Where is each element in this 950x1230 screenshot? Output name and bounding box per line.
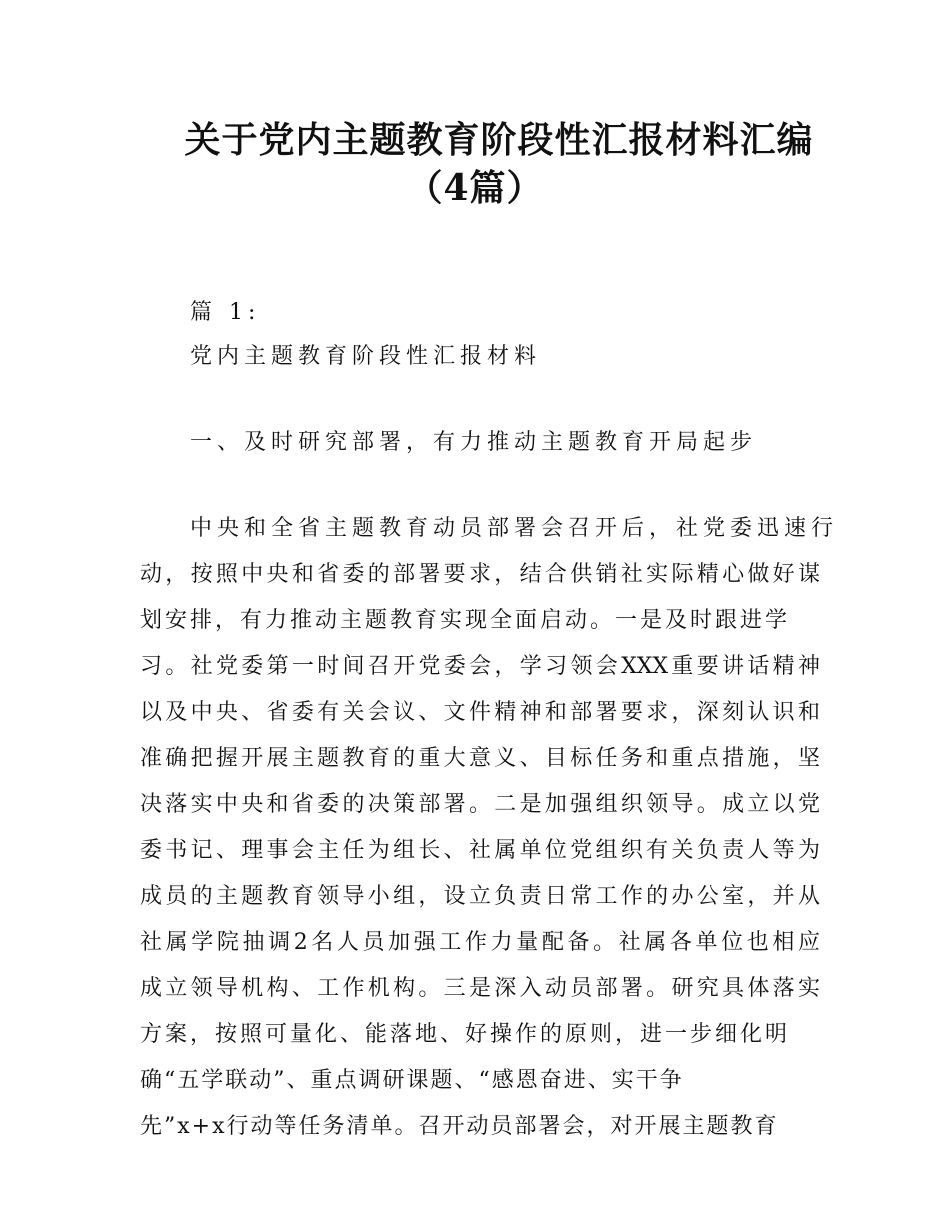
chapter-title: 党内主题教育阶段性汇报材料 [190, 344, 542, 369]
body-line: 以及中央、省委有关会议、文件精神和部署要求，深刻认识和 [140, 700, 820, 725]
chapter-label: 篇 1: [190, 300, 261, 325]
body-line: 先”x+x行动等任务清单。召开动员部署会，对开展主题教育 [140, 1114, 779, 1139]
body-line: 确“五学联动”、重点调研课题、“感恩奋进、实干争 [140, 1068, 684, 1093]
body-line: 方案，按照可量化、能落地、好操作的原则，进一步细化明 [140, 1022, 791, 1047]
body-line: 决落实中央和省委的决策部署。二是加强组织领导。成立以党 [140, 792, 820, 817]
body-line: 划安排，有力推动主题教育实现全面启动。一是及时跟进学 [140, 608, 791, 633]
body-line: 准确把握开展主题教育的重大意义、目标任务和重点措施，坚 [140, 746, 820, 771]
body-line: 动，按照中央和省委的部署要求，结合供销社实际精心做好谋 [140, 562, 820, 587]
section-heading: 一、及时研究部署，有力推动主题教育开局起步 [190, 430, 758, 455]
body-line: 委书记、理事会主任为组长、社属单位党组织有关负责人等为 [140, 838, 820, 863]
document-title-count: （4篇） [406, 167, 544, 209]
document-title: 关于党内主题教育阶段性汇报材料汇编 [184, 119, 814, 161]
body-line: 成员的主题教育领导小组，设立负责日常工作的办公室，并从 [140, 884, 820, 909]
body-line: 中央和全省主题教育动员部署会召开后，社党委迅速行 [190, 516, 839, 541]
body-line: 习。社党委第一时间召开党委会，学习领会XXX重要讲话精神 [140, 654, 820, 679]
body-line: 社属学院抽调2名人员加强工作力量配备。社属各单位也相应 [140, 930, 820, 955]
body-line: 成立领导机构、工作机构。三是深入动员部署。研究具体落实 [140, 976, 820, 1001]
